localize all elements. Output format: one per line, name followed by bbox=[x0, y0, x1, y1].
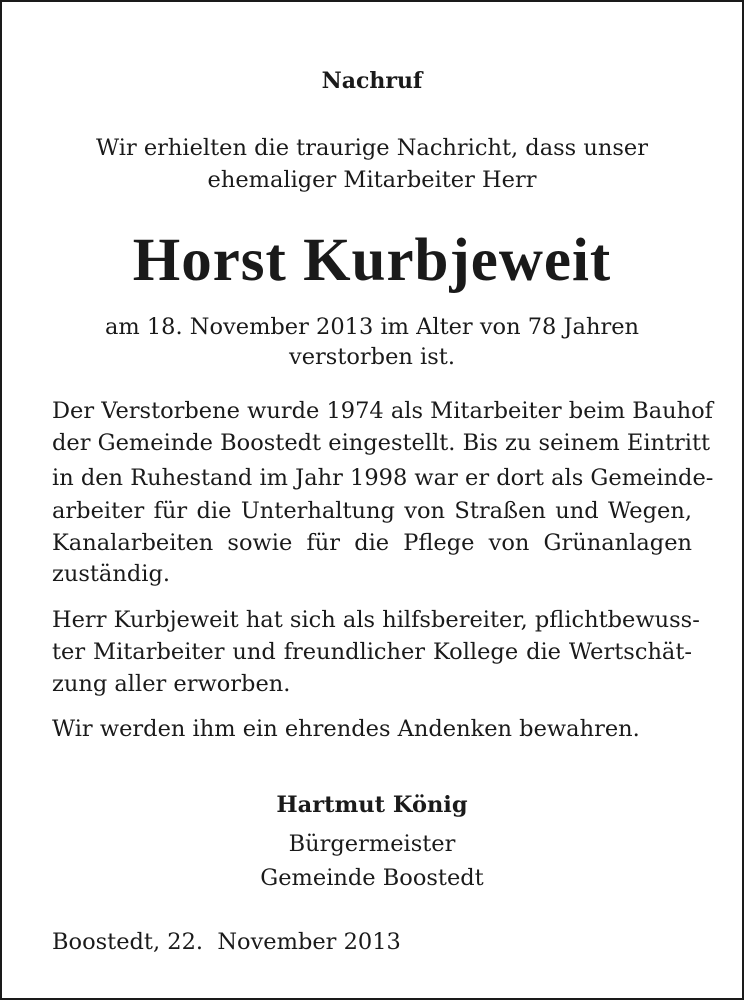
signatory-name: Hartmut König bbox=[276, 792, 468, 818]
paragraph-1-line-6: zuständig. bbox=[52, 561, 170, 587]
death-info-line-2: verstorben ist. bbox=[289, 344, 455, 370]
place-date: Boostedt, 22. November 2013 bbox=[52, 929, 401, 955]
paragraph-3: Wir werden ihm ein ehrendes Andenken bewahren. bbox=[52, 716, 640, 742]
paragraph-1-line-5: Kanalarbeiten sowie für die Pflege von Grünanlagen bbox=[52, 530, 692, 556]
paragraph-1-line-1: Der Verstorbene wurde 1974 als Mitarbeiter beim Bauhof bbox=[52, 398, 714, 424]
notice-title: Nachruf bbox=[321, 68, 423, 94]
paragraph-2-line-2: ter Mitarbeiter und freundlicher Kollege die Wertschät- bbox=[52, 639, 692, 665]
paragraph-2-line-1: Herr Kurbjeweit hat sich als hilfsbereiter, pflichtbewuss- bbox=[52, 607, 700, 633]
signatory-organization: Gemeinde Boostedt bbox=[260, 865, 484, 891]
paragraph-1-line-2: der Gemeinde Boostedt eingestellt. Bis zu seinem Eintritt bbox=[52, 430, 711, 456]
paragraph-1-line-4: arbeiter für die Unterhaltung von Straßen und Wegen, bbox=[52, 498, 692, 524]
intro-line-2: ehemaliger Mitarbeiter Herr bbox=[207, 167, 537, 193]
notice-content bbox=[52, 2, 714, 998]
signatory-role: Bürgermeister bbox=[288, 831, 456, 857]
death-info-line-1: am 18. November 2013 im Alter von 78 Jahren bbox=[104, 314, 640, 340]
deceased-name: Horst Kurbjeweit bbox=[132, 227, 612, 294]
paragraph-1-line-3: in den Ruhestand im Jahr 1998 war er dort als Gemeinde- bbox=[52, 465, 714, 491]
intro-line-1: Wir erhielten die traurige Nachricht, dass unser bbox=[96, 135, 648, 161]
paragraph-2-line-3: zung aller erworben. bbox=[52, 671, 291, 697]
